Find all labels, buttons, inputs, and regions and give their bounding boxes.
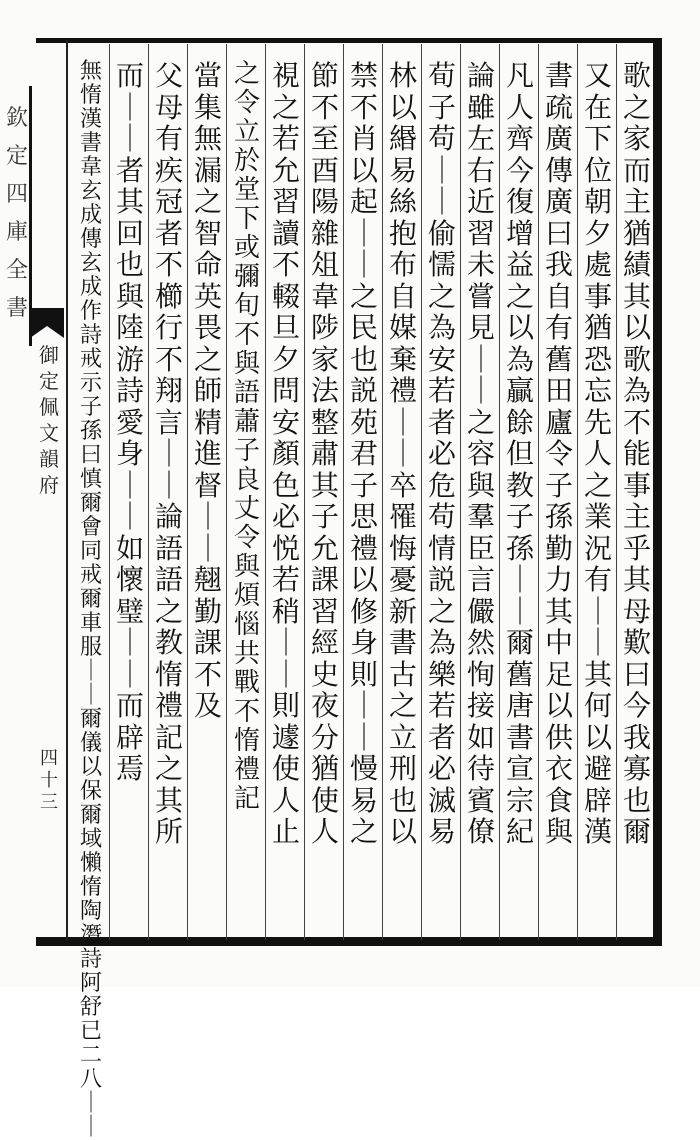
text-column-5 — [460, 44, 500, 940]
page-margin — [0, 40, 36, 946]
text-column-2 — [577, 44, 617, 940]
column-text: 禁 不 肖 以 起 ｜ ｜ 之 民 也 説 苑 君 子 思 禮 以 修 身 則 ｜ ｜ 慢 易 之 — [349, 59, 378, 848]
text-columns — [70, 44, 656, 1140]
column-text: 之 令 立 於 堂 下 或 彌 旬 不 與 語 蕭 子 良 丈 令 與 煩 惱 共 戰 不 惰 禮 記 — [233, 59, 260, 814]
column-text: 又 在 下 位 朝 夕 處 事 猶 恐 忘 先 人 之 業 況 有 ｜ ｜ 其 何 以 避 辟 漢 — [583, 59, 612, 848]
text-column-4 — [499, 44, 539, 940]
text-column-3 — [538, 44, 578, 940]
text-column-8 — [343, 44, 383, 940]
text-column-15 — [70, 44, 110, 1140]
text-column-14 — [109, 44, 149, 940]
column-text: 視 之 若 允 習 讀 不 輟 旦 夕 問 安 顏 色 必 悦 若 稍 ｜ ｜ 則 遽 使 人 止 — [271, 59, 300, 848]
column-text: 荀 子 苟 ｜ ｜ 偷 懦 之 為 安 若 者 必 危 苟 情 説 之 為 樂 若 者 必 滅 易 — [427, 59, 456, 848]
text-column-11 — [226, 44, 266, 940]
column-text: 論 雖 左 右 近 習 未 嘗 見 ｜ ｜ 之 容 與 羣 臣 言 儼 然 恂 接 如 待 賓 僚 — [466, 59, 495, 848]
column-text: 當 集 無 漏 之 智 命 英 畏 之 師 精 進 督 ｜ ｜ 翹 勤 課 不 及 — [193, 59, 222, 722]
column-text: 林 以 緡 易 絲 抱 布 自 媒 棄 禮 ｜ ｜ 卒 罹 悔 憂 新 書 古 之 立 刑 也 以 — [388, 59, 417, 848]
text-column-9 — [304, 44, 344, 940]
margin-separator — [66, 40, 68, 940]
column-text: 無 惰 漢 書 韋 玄 成 傳 玄 成 作 詩 戒 示 子 孫 曰 慎 爾 會 同 戒 爾 車 服 ｜ ｜ 爾 儀 以 保 爾 域 懶 惰 陶 潛 詩 阿 舒 已 二 八 ｜ ｜ — [79, 59, 102, 1140]
spine-label: 欽 定 四 庫 全 書 — [5, 106, 28, 321]
text-column-10 — [265, 44, 305, 940]
text-column-7 — [382, 44, 422, 940]
column-text: 凡 人 齊 今 復 增 益 之 以 為 贏 餘 但 教 子 孫 ｜ ｜ 爾 舊 唐 書 宣 宗 紀 — [505, 59, 534, 848]
text-column-1 — [616, 44, 656, 940]
column-text: 父 母 有 疾 冠 者 不 櫛 行 不 翔 言 ｜ ｜ 論 語 語 之 教 惰 禮 記 之 其 所 — [154, 59, 183, 848]
text-column-12 — [187, 44, 227, 940]
column-text: 節 不 至 酉 陽 雜 俎 韋 陟 家 法 整 肅 其 子 允 課 習 經 史 夜 分 猶 使 人 — [310, 59, 339, 848]
page-number: 四 十 三 — [40, 748, 58, 813]
column-text: 歌 之 家 而 主 猶 績 其 以 歌 為 不 能 事 主 乎 其 母 歎 曰 今 我 寡 也 爾 — [622, 59, 651, 848]
text-column-13 — [148, 44, 188, 940]
column-text: 而 ｜ ｜ 者 其 回 也 與 陸 游 詩 愛 身 ｜ ｜ 如 懷 璧 ｜ ｜ 而 辟 焉 — [115, 59, 144, 785]
column-text: 書 疏 廣 傳 廣 曰 我 自 有 舊 田 廬 令 子 孫 勤 力 其 中 足 以 供 衣 食 與 — [544, 59, 573, 848]
text-column-6 — [421, 44, 461, 940]
book-title: 御 定 佩 文 韻 府 — [39, 343, 59, 497]
